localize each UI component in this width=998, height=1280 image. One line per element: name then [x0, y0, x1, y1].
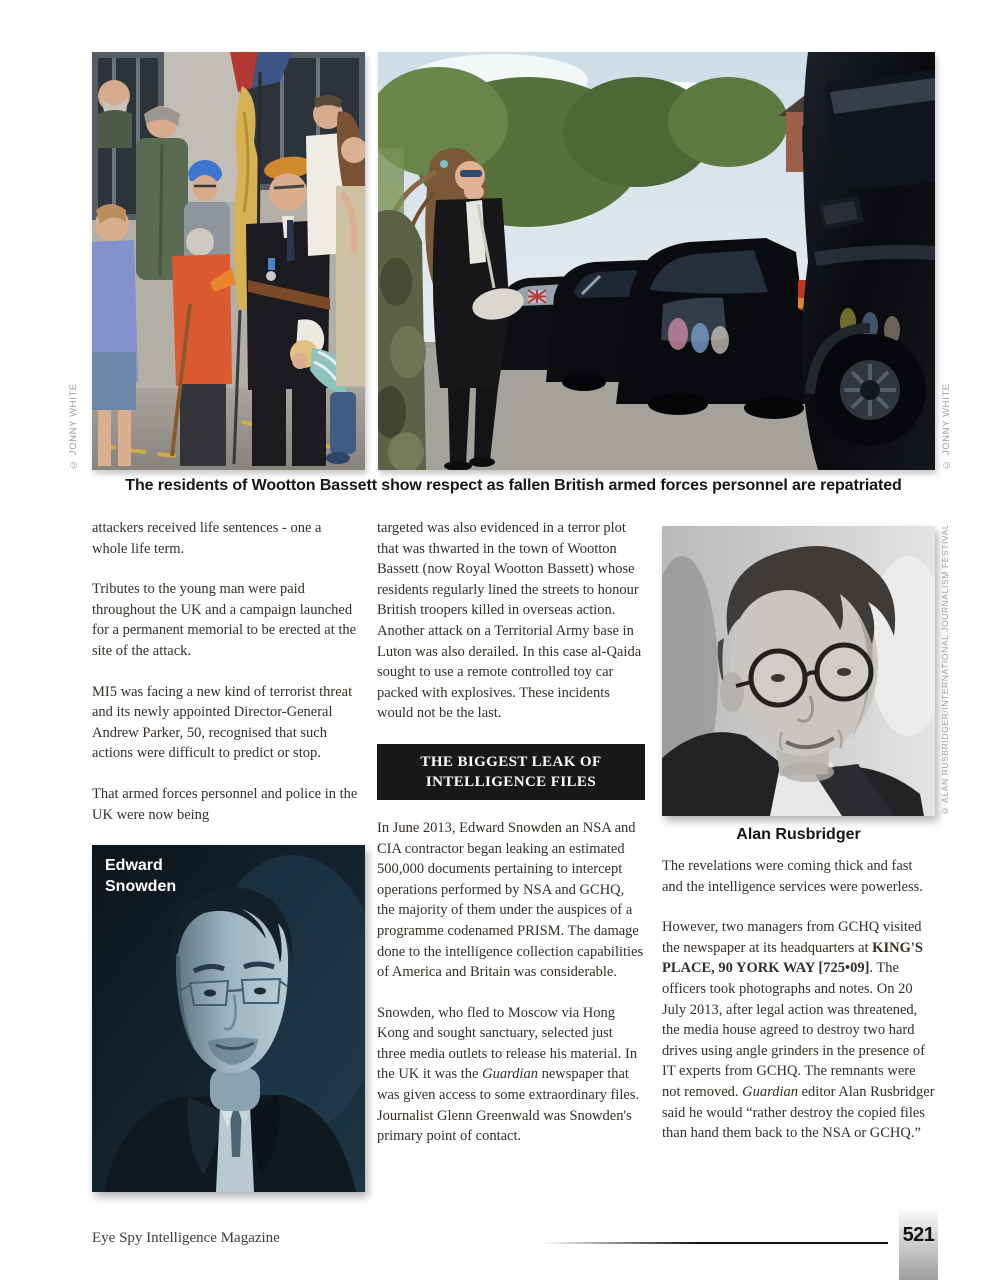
article-columns [92, 518, 950, 1192]
crowd-photo-illustration [92, 52, 365, 470]
rusbridger-photo-credit: © ALAN RUSBRIDGER/INTERNATIONAL JOURNALISM FESTIVAL [940, 523, 950, 816]
paragraph: Tributes to the young man were paid throughout the UK and a campaign launched for a permanent memorial to be erected at the site of the attack. [92, 581, 357, 659]
paragraph: However, two managers from GCHQ visited the newspaper at its headquarters at KING'S PLACE, 90 YORK WAY [725•09]. The officers took photographs and notes. On 20 July 2013, after legal action was threatened, the media house agreed to destroy two hard drives using angle grinders in the presence of IT experts from GCHQ. The remnants were not removed. Guardian editor Alan Rusbridger said he would “rather destroy the copied files than hand them back to the NSA or GCHQ.” [662, 919, 935, 1142]
paragraph: That armed forces personnel and police in the UK were now being [92, 785, 358, 823]
paragraph: The revelations were coming thick and fast and the intelligence services were powerless. [662, 858, 923, 895]
column-1 [92, 518, 360, 1192]
photo-caption: The residents of Wootton Bassett show respect as fallen British armed forces personnel are repatriated [125, 477, 902, 494]
paragraph: MI5 was facing a new kind of terrorist threat and its newly appointed Director-General Andrew Parker, 50, recognised that such actions were difficult to predict or stop. [92, 683, 353, 762]
rusbridger-photo-illustration [662, 526, 935, 816]
paragraph: In June 2013, Edward Snowden an NSA and CIA contractor began leaking an estimated 500,000 documents pertaining to intercept operations performed by NSA and GCHQ, the majority of them under the auspices of a programme codenamed PRISM. The damage done to the intelligence collection capabilities of America and Britain was considerable. [377, 819, 644, 981]
photo-credit-right: © JONNY WHITE [941, 383, 952, 470]
hearse-photo [378, 52, 935, 470]
paragraph: attackers received life sentences - one a whole life term. [92, 520, 322, 557]
snowden-photo-illustration [92, 845, 365, 1192]
section-heading: THE BIGGEST LEAK OF INTELLIGENCE FILES [377, 744, 645, 800]
paragraph: Snowden, who fled to Moscow via Hong Kong and sought sanctuary, selected just three media outlets to release his material. In the UK it was the Guardian newspaper that was given access to some extraordinary files. Journalist Glenn Greenwald was Snowden's primary point of contact. [377, 1004, 640, 1145]
rusbridger-photo [662, 523, 950, 816]
paragraph: targeted was also evidenced in a terror plot that was thwarted in the town of Wootton Bassett (now Royal Wootton Bassett) whose residents regularly lined the streets to honour British troopers killed in overseas action. Another attack on a Territorial Army base in Luton was also derailed. In this case al-Qaida sought to use a remote controlled toy car packed with explosives. These incidents would not be the last. [377, 520, 642, 722]
column-3 [662, 518, 950, 1192]
hearse-photo-illustration [378, 52, 935, 470]
snowden-photo-label: Edward Snowden [105, 857, 177, 896]
rusbridger-caption: Alan Rusbridger [736, 826, 861, 843]
magazine-name: Eye Spy Intelligence Magazine [92, 1230, 280, 1246]
snowden-photo [92, 845, 365, 1192]
page-number: 521 [902, 1224, 935, 1246]
page-number-badge [899, 1207, 938, 1280]
photo-credit-left: © JONNY WHITE [68, 383, 79, 470]
footer-rule [541, 1242, 888, 1244]
crowd-photo [92, 52, 365, 470]
column-2 [377, 518, 645, 1192]
